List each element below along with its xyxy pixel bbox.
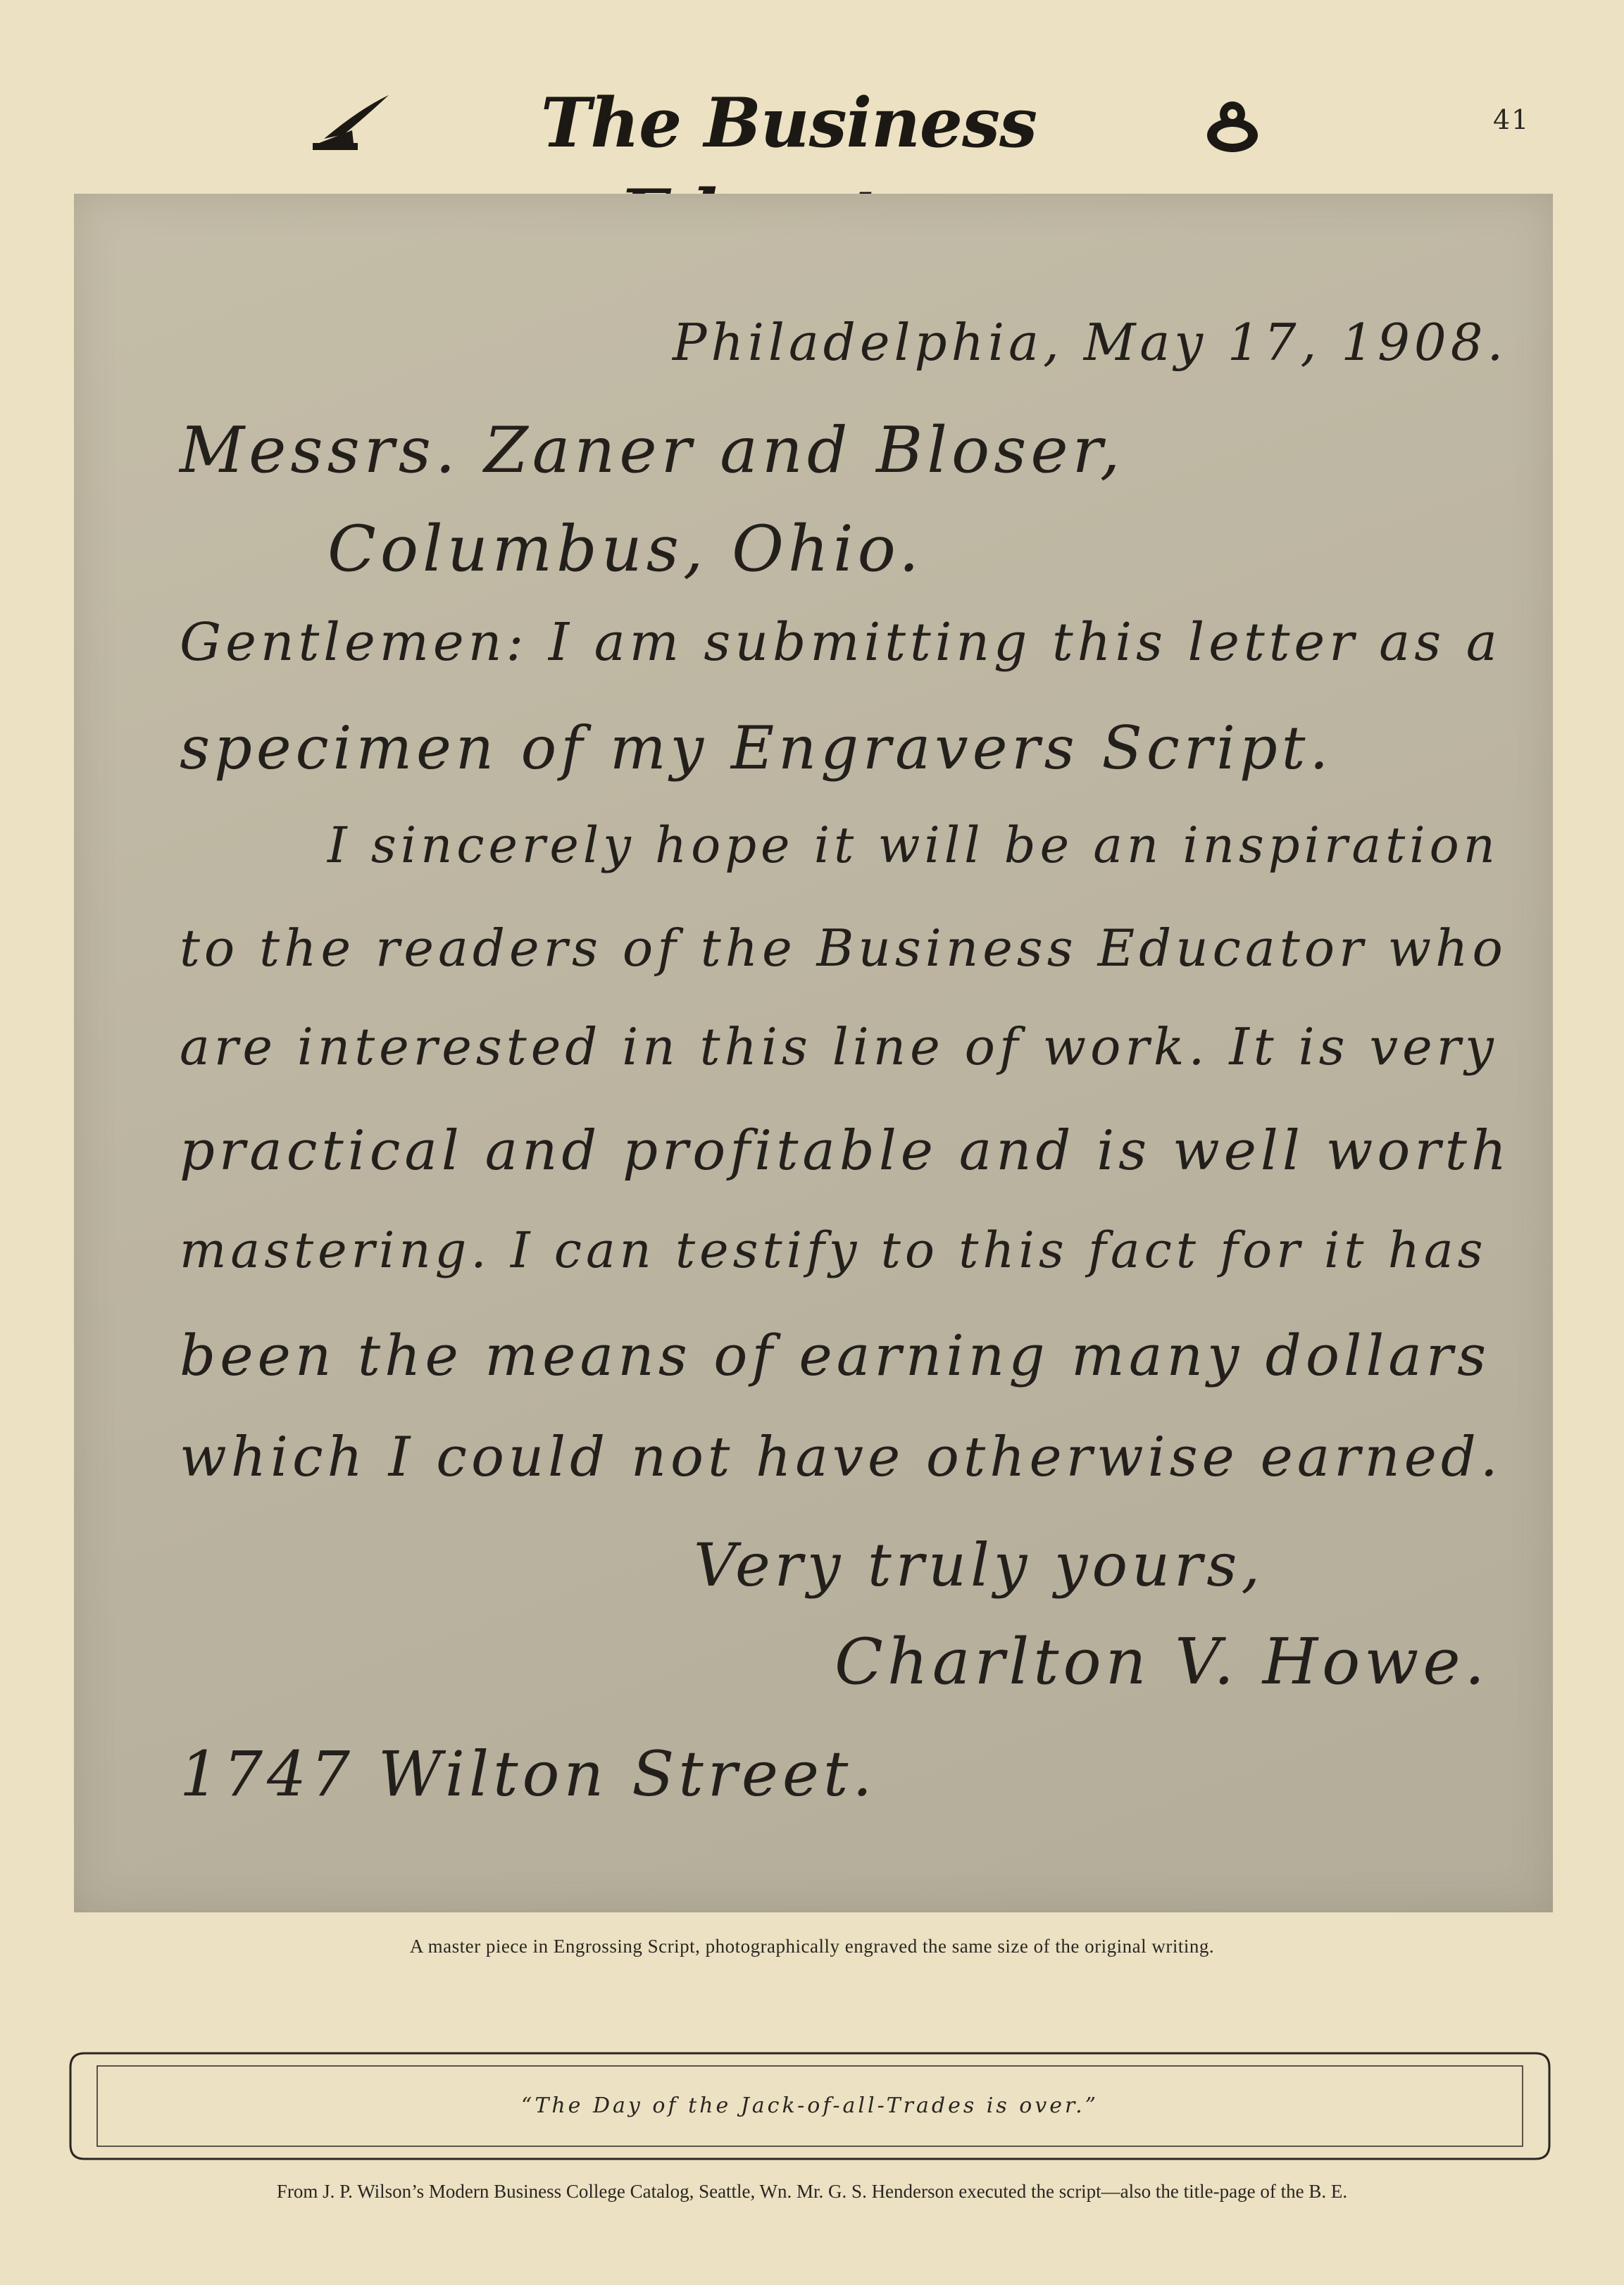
letter-line: practical and profitable and is well worth <box>180 1119 1511 1183</box>
letter-line: Gentlemen: I am submitting this letter as a <box>180 612 1501 673</box>
motto-text: “The Day of the Jack-of-all-Trades is over.” <box>521 2093 1099 2118</box>
letter-line: specimen of my Engravers Script. <box>180 714 1333 783</box>
letter-line: I sincerely hope it will be an inspiration <box>327 816 1499 874</box>
letter-line: are interested in this line of work. It is very <box>180 1017 1498 1076</box>
letter-line: which I could not have otherwise earned. <box>180 1426 1502 1489</box>
letter-addressee: Messrs. Zaner and Bloser, <box>180 413 1125 487</box>
letter-city: Columbus, Ohio. <box>327 512 923 586</box>
footnote: From J. P. Wilson’s Modern Business College Catalog, Seattle, Wn. Mr. G. S. Henderson executed the script—also the title-page of the B. E. <box>276 2181 1348 2202</box>
plate-caption: A master piece in Engrossing Script, photographically engraved the same size of the original writing. <box>409 1936 1215 1957</box>
quill-pen-icon <box>310 88 394 151</box>
motto-banner <box>63 2046 1556 2166</box>
engraved-letter-plate <box>74 194 1553 1912</box>
letter-closing: Very truly yours, <box>694 1531 1265 1600</box>
emblem-icon <box>1201 93 1264 156</box>
letter-signature: Charlton V. Howe. <box>835 1625 1489 1699</box>
page-header <box>0 77 1624 169</box>
letter-line: to the readers of the Business Educator who <box>180 919 1507 978</box>
page-number: 41 <box>1493 104 1530 135</box>
letter-dateline: Philadelphia, May 17, 1908. <box>673 313 1508 372</box>
letter-line: been the means of earning many dollars <box>180 1323 1491 1388</box>
masthead-title: The Business <box>540 83 1037 163</box>
letter-address: 1747 Wilton Street. <box>180 1738 877 1810</box>
letter-line: mastering. I can testify to this fact for it has <box>180 1221 1487 1279</box>
